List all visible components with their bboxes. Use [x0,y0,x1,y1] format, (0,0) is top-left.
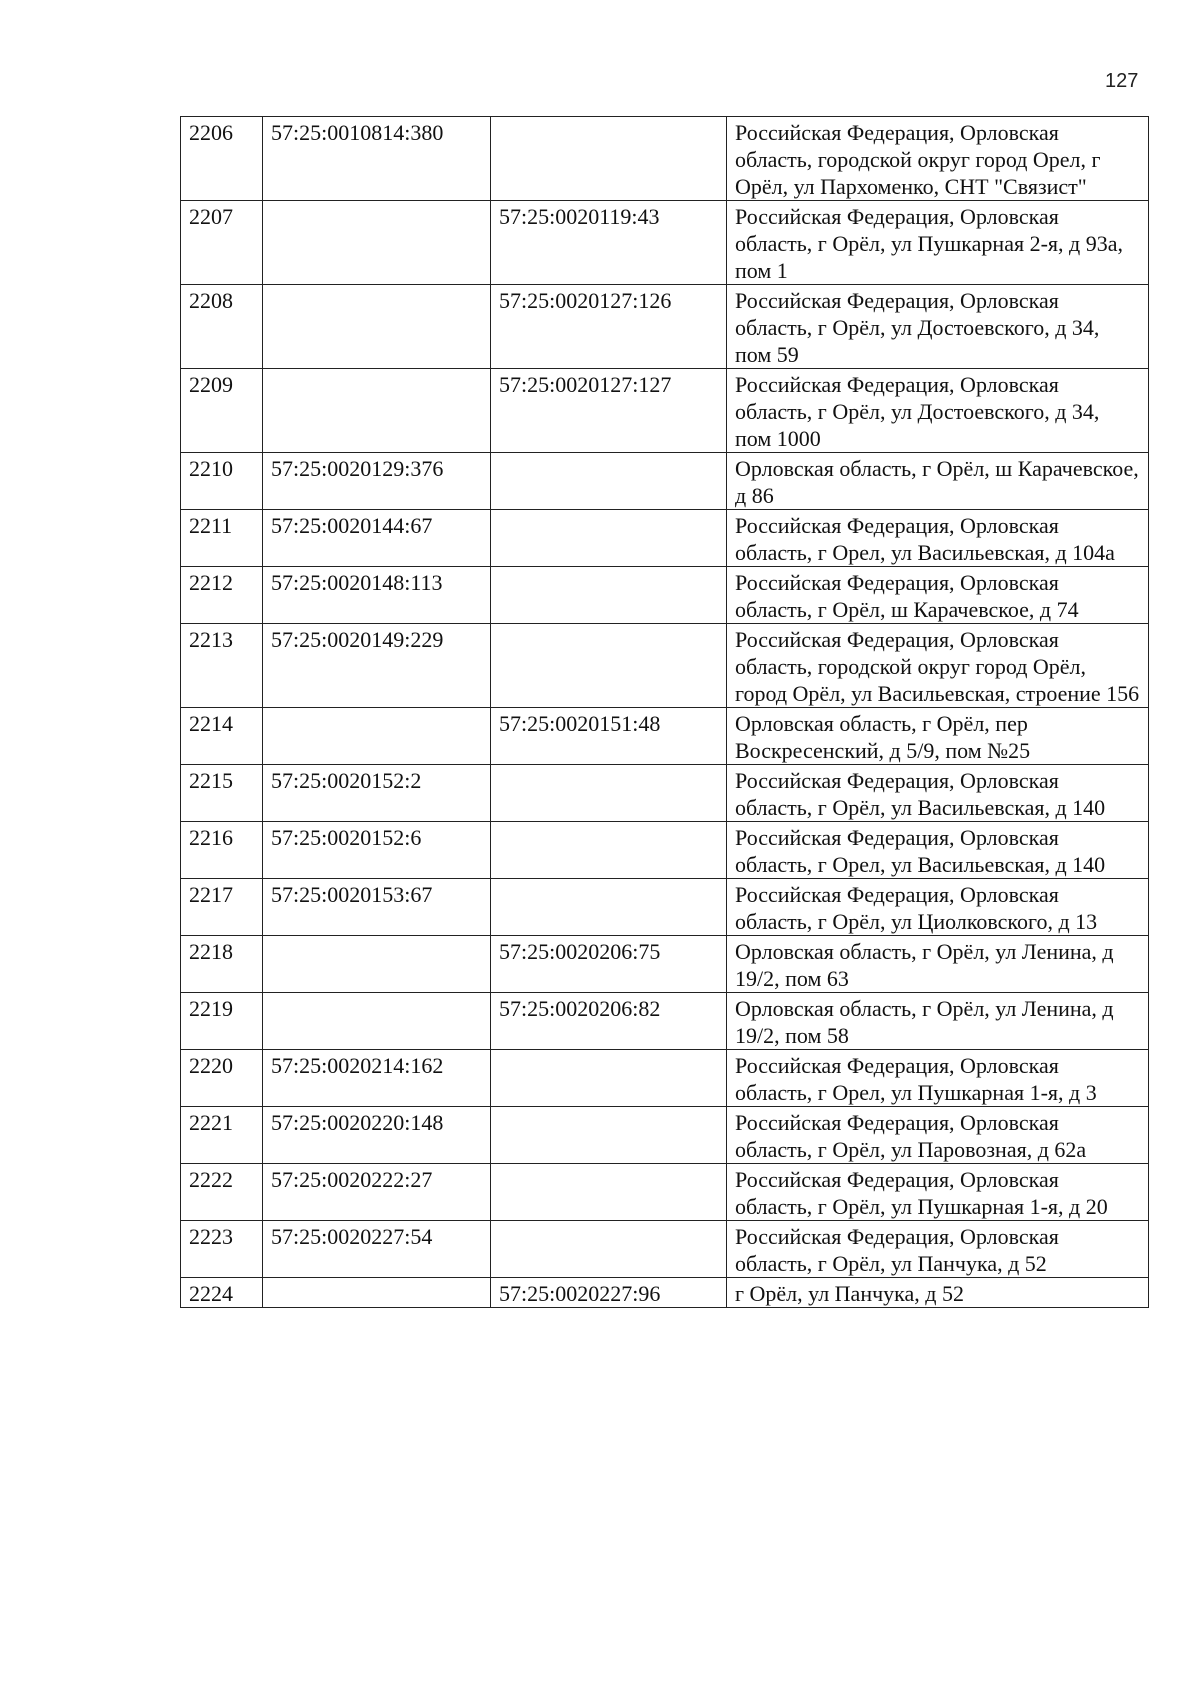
table-row [181,1278,1149,1308]
cadastral-number-cell: 57:25:0020148:113 [263,567,491,624]
row-number-cell: 2214 [181,708,263,765]
address-cell: Российская Федерация, Орловская область, городской округ город Орёл, город Орёл, ул Васильевская, строение 156 [727,624,1149,708]
table-row [181,510,1149,567]
address-cell: Орловская область, г Орёл, ул Ленина, д 19/2, пом 63 [727,936,1149,993]
address-cell: Российская Федерация, Орловская область, г Орёл, ул Пушкарная 1-я, д 20 [727,1164,1149,1221]
table-row [181,1164,1149,1221]
row-number-cell: 2218 [181,936,263,993]
row-number-cell: 2216 [181,822,263,879]
row-number-cell: 2223 [181,1221,263,1278]
premises-cadastral-number-cell: 57:25:0020206:75 [491,936,727,993]
row-number-cell: 2211 [181,510,263,567]
address-cell: Российская Федерация, Орловская область, г Орел, ул Пушкарная 1-я, д 3 [727,1050,1149,1107]
row-number-cell: 2224 [181,1278,263,1308]
row-number-cell: 2207 [181,201,263,285]
address-cell: Российская Федерация, Орловская область, г Орёл, ул Паровозная, д 62а [727,1107,1149,1164]
cadastral-number-cell: 57:25:0020149:229 [263,624,491,708]
table-row [181,708,1149,765]
premises-cadastral-number-cell [491,765,727,822]
page-number: 127 [1105,70,1139,92]
premises-cadastral-number-cell: 57:25:0020127:126 [491,285,727,369]
cadastral-number-cell: 57:25:0010814:380 [263,117,491,201]
cadastral-number-cell [263,993,491,1050]
address-cell: Российская Федерация, Орловская область, г Орёл, ул Васильевская, д 140 [727,765,1149,822]
property-registry-table [180,116,1149,1308]
premises-cadastral-number-cell [491,510,727,567]
cadastral-number-cell: 57:25:0020152:2 [263,765,491,822]
address-cell: Орловская область, г Орёл, пер Воскресенский, д 5/9, пом №25 [727,708,1149,765]
cadastral-number-cell: 57:25:0020214:162 [263,1050,491,1107]
table-row [181,201,1149,285]
premises-cadastral-number-cell: 57:25:0020127:127 [491,369,727,453]
row-number-cell: 2219 [181,993,263,1050]
table-row [181,822,1149,879]
row-number-cell: 2217 [181,879,263,936]
table-row [181,1107,1149,1164]
row-number-cell: 2206 [181,117,263,201]
premises-cadastral-number-cell [491,1107,727,1164]
table-row [181,936,1149,993]
row-number-cell: 2210 [181,453,263,510]
row-number-cell: 2208 [181,285,263,369]
premises-cadastral-number-cell [491,1221,727,1278]
premises-cadastral-number-cell: 57:25:0020119:43 [491,201,727,285]
premises-cadastral-number-cell: 57:25:0020206:82 [491,993,727,1050]
table-row [181,993,1149,1050]
premises-cadastral-number-cell [491,1050,727,1107]
cadastral-number-cell: 57:25:0020227:54 [263,1221,491,1278]
row-number-cell: 2212 [181,567,263,624]
cadastral-number-cell: 57:25:0020144:67 [263,510,491,567]
address-cell: Российская Федерация, Орловская область, г Орёл, ул Достоевского, д 34, пом 1000 [727,369,1149,453]
table-row [181,1050,1149,1107]
cadastral-number-cell [263,201,491,285]
address-cell: Российская Федерация, Орловская область, городской округ город Орел, г Орёл, ул Пархоменко, СНТ "Связист" [727,117,1149,201]
row-number-cell: 2221 [181,1107,263,1164]
premises-cadastral-number-cell [491,453,727,510]
address-cell: Орловская область, г Орёл, ш Карачевское, д 86 [727,453,1149,510]
cadastral-number-cell [263,369,491,453]
table-row [181,453,1149,510]
address-cell: Российская Федерация, Орловская область, г Орёл, ш Карачевское, д 74 [727,567,1149,624]
row-number-cell: 2209 [181,369,263,453]
table-row [181,117,1149,201]
table-row [181,624,1149,708]
cadastral-number-cell [263,1278,491,1308]
cadastral-number-cell [263,936,491,993]
registry-table-body [181,117,1149,1308]
table-row [181,369,1149,453]
premises-cadastral-number-cell: 57:25:0020151:48 [491,708,727,765]
row-number-cell: 2215 [181,765,263,822]
row-number-cell: 2222 [181,1164,263,1221]
address-cell: Российская Федерация, Орловская область, г Орел, ул Васильевская, д 140 [727,822,1149,879]
premises-cadastral-number-cell [491,879,727,936]
address-cell: Российская Федерация, Орловская область, г Орёл, ул Панчука, д 52 [727,1221,1149,1278]
cadastral-number-cell: 57:25:0020152:6 [263,822,491,879]
row-number-cell: 2220 [181,1050,263,1107]
cadastral-number-cell: 57:25:0020222:27 [263,1164,491,1221]
premises-cadastral-number-cell [491,624,727,708]
cadastral-number-cell: 57:25:0020129:376 [263,453,491,510]
address-cell: Российская Федерация, Орловская область, г Орёл, ул Циолковского, д 13 [727,879,1149,936]
premises-cadastral-number-cell [491,1164,727,1221]
table-row [181,765,1149,822]
address-cell: г Орёл, ул Панчука, д 52 [727,1278,1149,1308]
premises-cadastral-number-cell [491,567,727,624]
address-cell: Российская Федерация, Орловская область, г Орел, ул Васильевская, д 104а [727,510,1149,567]
cadastral-number-cell [263,708,491,765]
address-cell: Орловская область, г Орёл, ул Ленина, д 19/2, пом 58 [727,993,1149,1050]
cadastral-number-cell [263,285,491,369]
table-row [181,567,1149,624]
premises-cadastral-number-cell [491,822,727,879]
table-row [181,879,1149,936]
premises-cadastral-number-cell: 57:25:0020227:96 [491,1278,727,1308]
cadastral-number-cell: 57:25:0020153:67 [263,879,491,936]
premises-cadastral-number-cell [491,117,727,201]
address-cell: Российская Федерация, Орловская область, г Орёл, ул Пушкарная 2-я, д 93а, пом 1 [727,201,1149,285]
cadastral-number-cell: 57:25:0020220:148 [263,1107,491,1164]
table-row [181,1221,1149,1278]
table-row [181,285,1149,369]
row-number-cell: 2213 [181,624,263,708]
address-cell: Российская Федерация, Орловская область, г Орёл, ул Достоевского, д 34, пом 59 [727,285,1149,369]
